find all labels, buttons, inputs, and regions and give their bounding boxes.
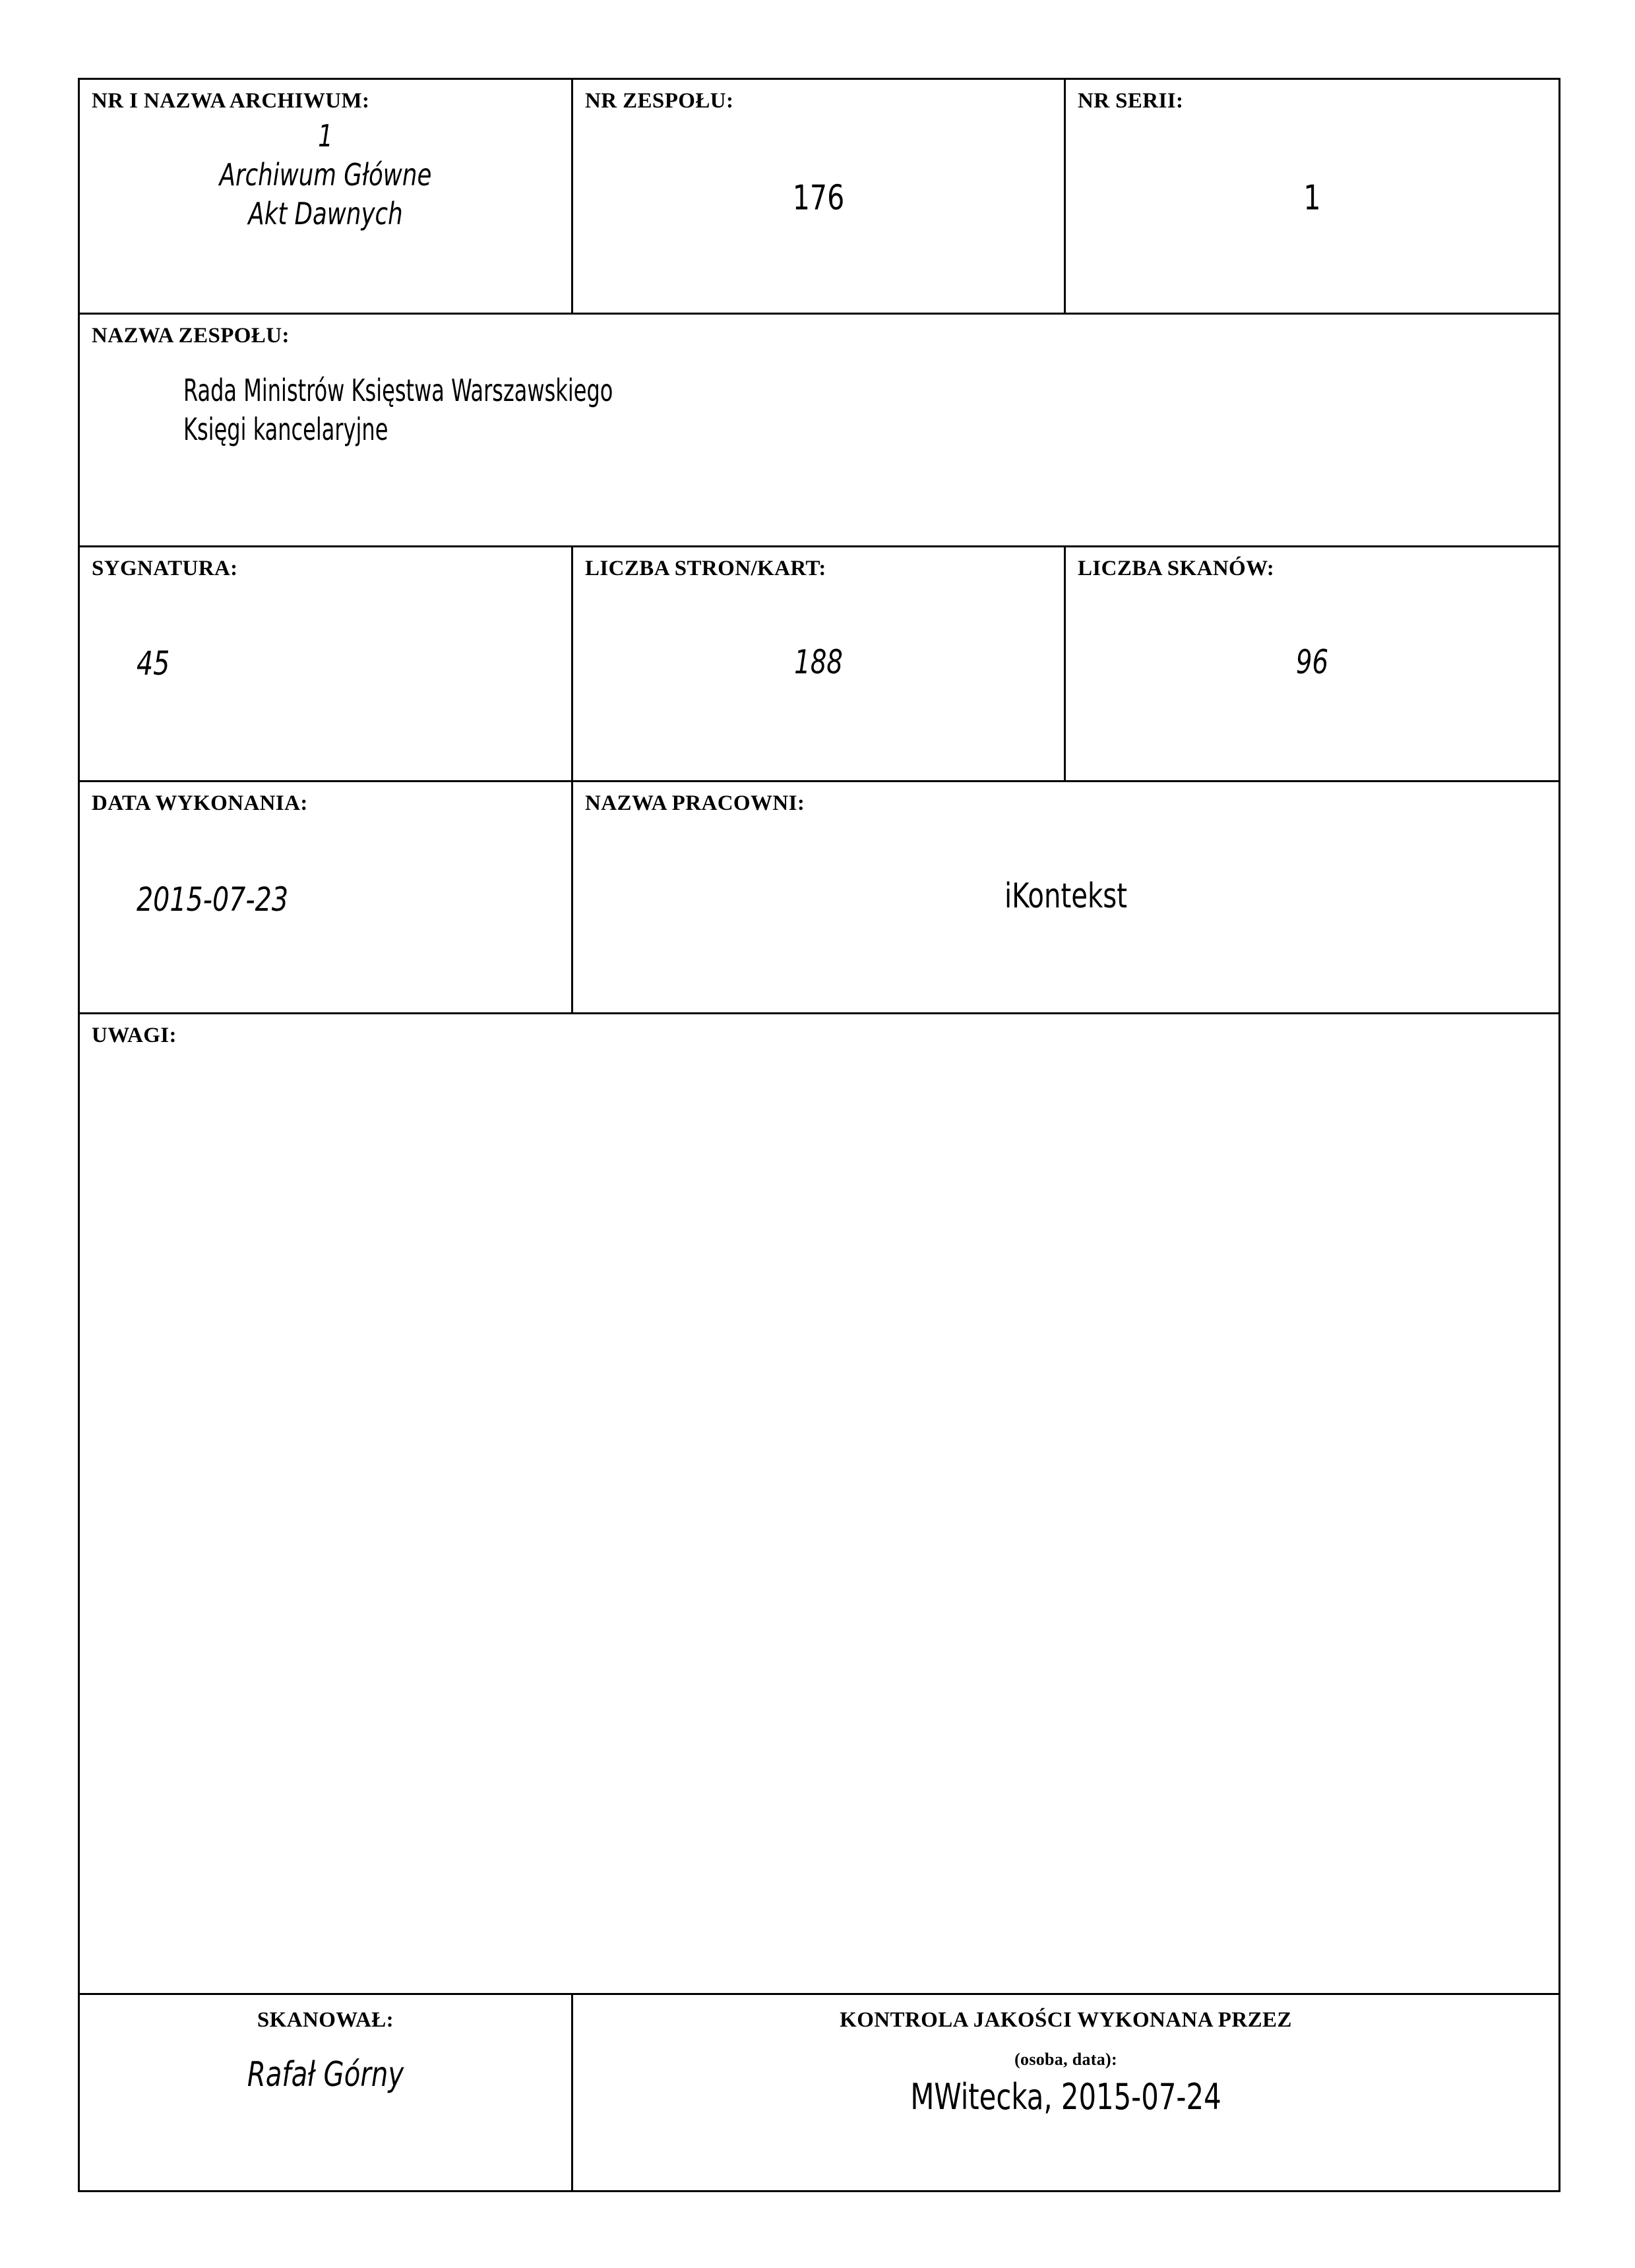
table-row-fonds-name [79, 314, 1560, 547]
cell-scanned-by [79, 1994, 572, 2191]
fonds-number-value: 176 [792, 177, 845, 218]
archive-name-line1: Archiwum Główne [219, 156, 432, 193]
quality-control-sublabel: (osoba, data): [1014, 2049, 1117, 2069]
notes-label: UWAGI: [92, 1024, 177, 1047]
execution-date-label: DATA WYKONANIA: [92, 791, 308, 815]
table-row-archive [79, 79, 1560, 314]
archive-label: NR I NAZWA ARCHIWUM: [92, 89, 370, 113]
fonds-name-label: NAZWA ZESPOŁU: [92, 324, 290, 348]
series-number-value: 1 [1303, 177, 1321, 218]
archive-number-value: 1 [318, 118, 333, 154]
table-row-notes [79, 1014, 1560, 1994]
fonds-number-label: NR ZESPOŁU: [585, 89, 734, 113]
cell-series-number [1065, 79, 1560, 314]
archive-name-line2: Akt Dawnych [248, 195, 403, 231]
cell-pages [572, 547, 1065, 782]
archive-value-block [80, 117, 571, 233]
scans-value: 96 [1295, 643, 1329, 681]
cell-quality-control [572, 1994, 1560, 2191]
cell-fonds-name [79, 314, 1560, 547]
studio-value: iKontekst [1004, 876, 1128, 916]
cell-archive [79, 79, 572, 314]
cell-fonds-number [572, 79, 1065, 314]
scan-metadata-table [78, 78, 1560, 2192]
fonds-name-line1: Rada Ministrów Księstwa Warszawskiego [183, 373, 613, 408]
fonds-name-line2: Księgi kancelaryjne [183, 411, 388, 447]
studio-label: NAZWA PRACOWNI: [585, 791, 805, 815]
pages-value: 188 [794, 643, 843, 681]
pages-label: LICZBA STRON/KART: [585, 557, 826, 580]
fonds-name-value-block [92, 371, 1401, 449]
signature-value: 45 [137, 644, 170, 683]
cell-scans [1065, 547, 1560, 782]
cell-notes [79, 1014, 1560, 1994]
table-row-execution [79, 782, 1560, 1014]
quality-control-label: KONTROLA JAKOŚCI WYKONANA PRZEZ [840, 2008, 1292, 2032]
signature-label: SYGNATURA: [92, 557, 238, 580]
execution-date-value: 2015-07-23 [137, 880, 289, 919]
scans-label: LICZBA SKANÓW: [1078, 557, 1275, 580]
scanned-by-label: SKANOWAŁ: [257, 2008, 394, 2032]
table-row-counts [79, 547, 1560, 782]
cell-execution-date [79, 782, 572, 1014]
series-number-label: NR SERII: [1078, 89, 1184, 113]
table-row-footer [79, 1994, 1560, 2191]
cell-studio [572, 782, 1560, 1014]
cell-signature [79, 547, 572, 782]
quality-control-value: MWitecka, 2015-07-24 [910, 2076, 1221, 2118]
scanned-by-value: Rafał Górny [247, 2055, 404, 2095]
